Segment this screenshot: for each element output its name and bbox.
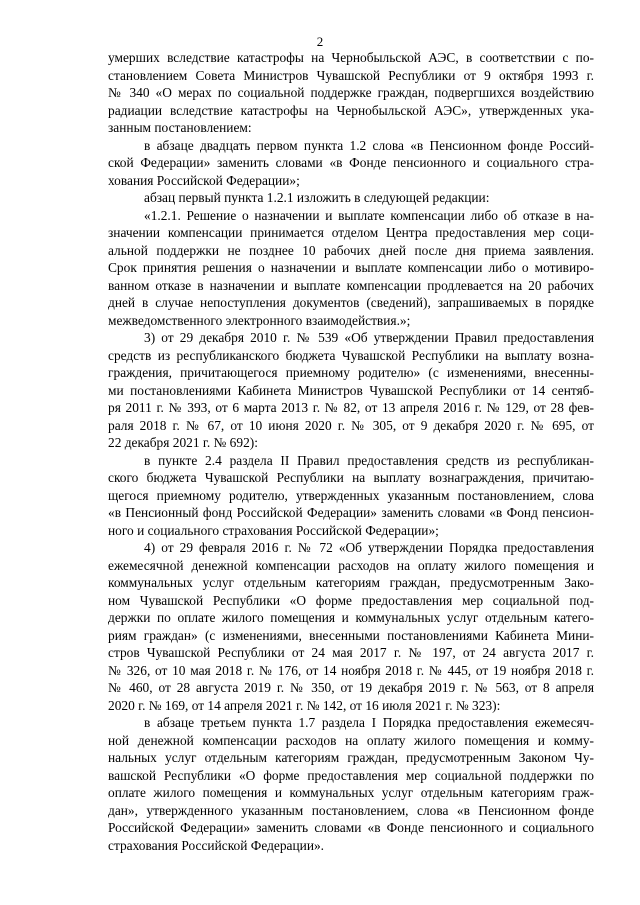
text-line: становлением Совета Министров Чувашской Республики от 9 октября 1993 г. (108, 67, 594, 83)
text-line: ного и социального страхования Российской Федерации»; (108, 522, 439, 538)
text-line: 3) от 29 декабря 2010 г. № 539 «Об утверждении Правил предоставления (144, 330, 594, 345)
text-line: ежемесячной денежной компенсации расходов на оплату жилого помещения и (108, 557, 594, 573)
text-line: нальных услуг отдельным категориям граждан, предусмотренным Законом Чу- (108, 750, 594, 765)
text-line: вашской Республики «О форме предоставления мер социальной поддержки по (108, 767, 594, 783)
text-line: дан», утвержденного указанным постановлением, слова «в Пенсионном фонде (108, 802, 594, 818)
text-line: Срок принятия решения о назначении и выплате компенсации либо о мотивиро- (108, 260, 594, 275)
text-line: граждения, причитающегося приемному родителю» (с изменениями, внесенны- (108, 365, 594, 380)
text-line: № 326, от 10 мая 2018 г. № 176, от 14 ноября 2018 г. № 445, от 19 ноября 2018 г. (108, 662, 594, 678)
text-line: ря 2011 г. № 393, от 6 марта 2013 г. № 82, от 13 апреля 2016 г. № 129, от 28 фев- (108, 400, 594, 415)
text-line: страхования Российской Федерации». (108, 837, 325, 853)
text-line: № 460, от 28 августа 2019 г. № 350, от 19 декабря 2019 г. № 563, от 8 апреля (108, 680, 594, 695)
text-line: средств из республиканского бюджета Чувашской Республики на выплату возна- (108, 347, 594, 363)
text-line: 4) от 29 февраля 2016 г. № 72 «Об утверждении Порядка предоставления (144, 540, 594, 555)
text-line: коммунальных услуг отдельным категориям граждан, предусмотренным Зако- (108, 575, 594, 590)
text-line: в абзаце третьем пункта 1.7 раздела I Порядка предоставления ежемесяч- (144, 715, 594, 730)
text-line: риям граждан» (с изменениями, внесенными постановлениями Кабинета Мини- (108, 627, 594, 643)
text-line: хования Российской Федерации»; (108, 172, 300, 188)
text-line: радиации вследствие катастрофы на Чернобыльской АЭС», утвержденных ука- (108, 102, 594, 118)
text-line: «1.2.1. Решение о назначении и выплате компенсации либо об отказе в на- (144, 207, 594, 223)
text-line: 22 декабря 2021 г. № 692): (108, 435, 258, 450)
text-line: ном Чувашской Республики «О форме предоставления мер социальной под- (108, 592, 594, 608)
text-line: абзац первый пункта 1.2.1 изложить в следующей редакции: (144, 190, 490, 205)
text-line: значении компенсации принимается отделом Центра предоставления мер соци- (108, 225, 594, 240)
text-line: № 340 «О мерах по социальной поддержке граждан, подвергшихся воздействию (108, 85, 594, 100)
text-line: умерших вследствие катастрофы на Чернобыльской АЭС, в соответствии с по- (108, 50, 594, 65)
text-line: раля 2018 г. № 67, от 10 июня 2020 г. № 305, от 9 декабря 2020 г. № 695, от (108, 417, 594, 433)
text-line: ной денежной компенсации расходов на оплату жилого помещения и комму- (108, 732, 594, 748)
text-line: держки по оплате жилого помещения и коммунальных услуг отдельным катего- (108, 610, 594, 625)
document-body (108, 49, 594, 854)
text-line: ванном отказе в назначении и выплате компенсации продлевается на 20 рабочих (108, 277, 594, 293)
text-line: стров Чувашской Республики от 24 мая 2017 г. № 197, от 24 августа 2017 г. (108, 645, 594, 660)
text-line: в абзаце двадцать первом пункта 1.2 слова «в Пенсионном фонде Россий- (144, 137, 594, 153)
text-line: ского бюджета Чувашской Республики на выплату вознаграждения, причитаю- (108, 470, 594, 485)
text-line: в пункте 2.4 раздела II Правил предоставления средств из республикан- (144, 452, 594, 468)
text-line: оплате жилого помещения и коммунальных услуг отдельным категориям граж- (108, 785, 594, 800)
text-line: 2020 г. № 169, от 14 апреля 2021 г. № 142, от 16 июля 2021 г. № 323): (108, 697, 501, 713)
page-number: 2 (316, 34, 324, 49)
text-line: альной поддержки не позднее 10 рабочих дней после дня приема заявления. (108, 242, 594, 258)
text-line: дней в случае непоступления документов (сведений), запрашиваемых в порядке (108, 295, 594, 310)
text-line: «в Пенсионный фонд Российской Федерации» заменить словами «в Фонд пенсион- (108, 505, 594, 520)
text-line: Российской Федерации» заменить словами «в Фонде пенсионного и социального (108, 820, 594, 835)
text-line: межведомственного электронного взаимодействия.»; (108, 312, 411, 328)
text-line: ми постановлениями Кабинета Министров Чувашской Республики от 14 сентяб- (108, 382, 594, 398)
text-line: ской Федерации» заменить словами «в Фонде пенсионного и социального стра- (108, 155, 594, 170)
text-line: щегося приемному родителю, утвержденных указанным постановлением, слова (108, 487, 594, 503)
text-line: занным постановлением: (108, 120, 252, 135)
